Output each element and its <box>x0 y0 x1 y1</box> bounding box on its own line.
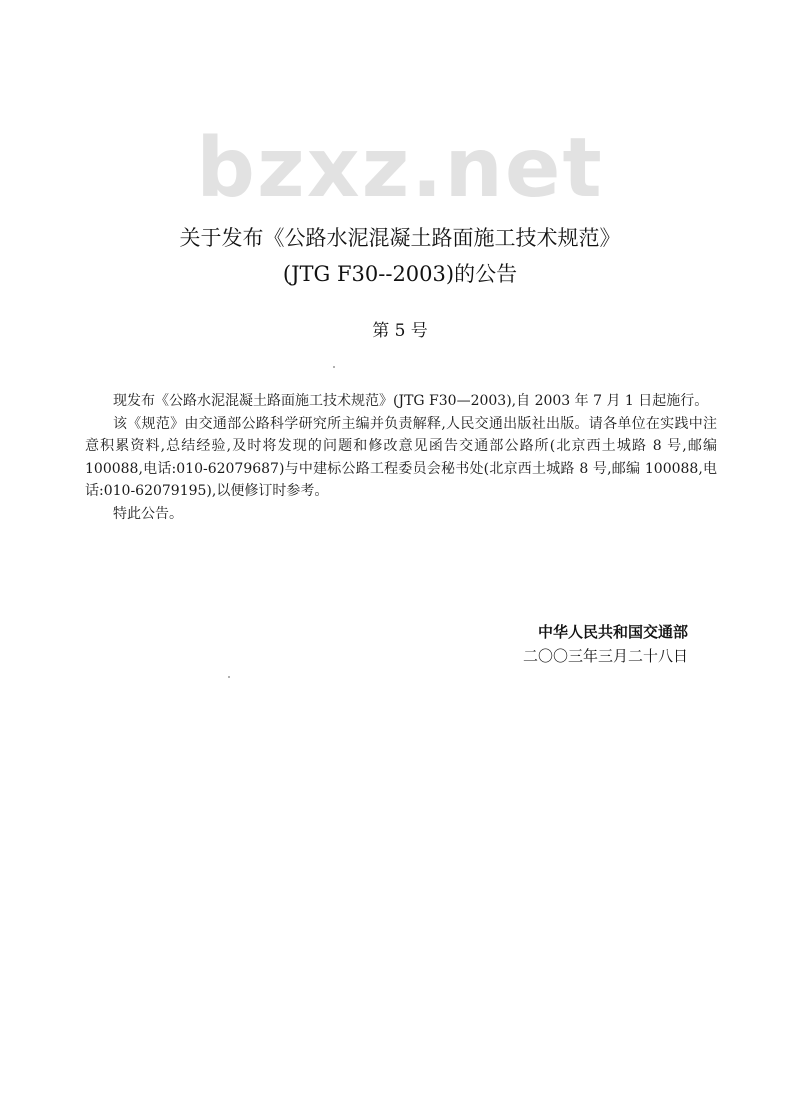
issuing-organization: 中华人民共和国交通部 <box>537 623 688 641</box>
announcement-body <box>85 390 717 525</box>
watermark: bzxz.net <box>196 121 604 216</box>
body-paragraph-1: 现发布《公路水泥混凝土路面施工技术规范》(JTG F30—2003),自 2003 年 7 月 1 日起施行。 <box>113 393 709 409</box>
title-line-1: 关于发布《公路水泥混凝土路面施工技术规范》 <box>179 226 621 250</box>
scan-speck <box>333 366 335 368</box>
announcement-title <box>0 220 800 292</box>
scan-speck <box>228 676 230 678</box>
body-paragraph-2: 该《规范》由交通部公路科学研究所主编并负责解释,人民交通出版社出版。请各单位在实践中注意积累资料,总结经验,及时将发现的问题和修改意见函告交通部公路所(北京西土城路 8 号,邮编 100088,电话:010-62079687)与中建标公路工程委员会秘书处(北京西土城路 8 号,邮编 100088,电话:010-62079195),以便修订时参考。 <box>85 415 717 499</box>
title-line-2: (JTG F30--2003)的公告 <box>282 262 518 286</box>
body-paragraph-3: 特此公告。 <box>113 505 183 522</box>
signature-block <box>523 620 688 668</box>
issue-date: 二〇〇三年三月二十八日 <box>522 647 688 665</box>
document-number: 第 5 号 <box>372 321 428 341</box>
